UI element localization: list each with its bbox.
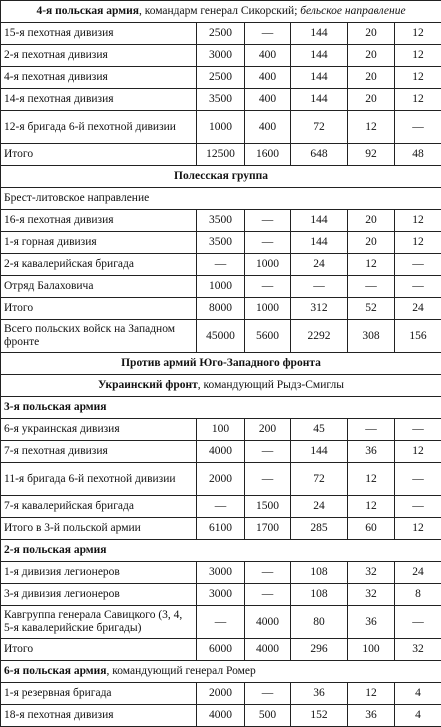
unit-name-cell: Итого [1,298,197,320]
unit-name-cell: 7-я пехотная дивизия [1,441,197,463]
forces-table-body [1,1,441,727]
unit-name-cell: Итого [1,144,197,166]
unit-name-cell: Итого [1,639,197,661]
unit-name-cell: 6-я украинская дивизия [1,419,197,441]
value-cell: — [245,463,291,496]
value-cell: 4 [395,683,441,705]
value-cell: — [197,496,245,518]
value-cell: 144 [291,441,348,463]
value-cell: 2000 [197,463,245,496]
table-row [1,562,441,584]
value-cell: 400 [245,89,291,111]
section-header-cell [1,353,441,375]
value-cell: 1500 [245,496,291,518]
value-cell: — [197,254,245,276]
value-cell: — [395,606,441,639]
value-cell: 32 [348,562,395,584]
value-cell: 1700 [245,518,291,540]
value-cell: — [395,496,441,518]
value-cell: 400 [245,67,291,89]
section-title-text: , командарм генерал Сикорский; [139,5,300,17]
value-cell: 3500 [197,232,245,254]
unit-name-cell: 1-я резервная бригада [1,683,197,705]
section-title-text: Брест-литовское направление [4,192,149,204]
value-cell: 1000 [197,276,245,298]
unit-name-cell: 18-я пехотная дивизия [1,705,197,727]
value-cell: 285 [291,518,348,540]
unit-name-cell: Кавгруппа генерала Савицкого (3, 4, 5-я кавалерийские бригады) [1,606,197,639]
table-row [1,496,441,518]
value-cell: 12 [395,232,441,254]
value-cell: 52 [348,298,395,320]
section-title-bold: 4-я польская армия [36,5,139,17]
value-cell: — [245,584,291,606]
value-cell: 400 [245,45,291,67]
unit-name-cell: 4-я пехотная дивизия [1,67,197,89]
value-cell: 12 [348,111,395,144]
section-header-cell [1,1,441,23]
value-cell: 400 [245,111,291,144]
value-cell: 36 [291,683,348,705]
section-header-row [1,375,441,397]
value-cell: 1000 [245,254,291,276]
value-cell: 100 [197,419,245,441]
unit-name-cell: 7-я кавалерийская бригада [1,496,197,518]
value-cell: 24 [395,298,441,320]
value-cell: 1000 [197,111,245,144]
value-cell: 4000 [197,441,245,463]
value-cell: 648 [291,144,348,166]
value-cell: — [348,276,395,298]
table-row [1,210,441,232]
value-cell: 6000 [197,639,245,661]
unit-name-cell: 12-я бригада 6-й пехотной дивизии [1,111,197,144]
unit-name-cell: 3-я дивизия легионеров [1,584,197,606]
value-cell: 144 [291,89,348,111]
value-cell: — [395,419,441,441]
section-header-row [1,166,441,188]
value-cell: 20 [348,232,395,254]
value-cell: 20 [348,210,395,232]
value-cell: 12 [348,496,395,518]
value-cell: 2500 [197,67,245,89]
section-title-bold: Полесская группа [174,170,268,182]
value-cell: — [245,683,291,705]
unit-name-cell: Всего польских войск на Западном фронте [1,320,197,353]
table-row [1,441,441,463]
subsection-header-row [1,188,441,210]
value-cell: 72 [291,463,348,496]
value-cell: 12500 [197,144,245,166]
value-cell: 12 [348,463,395,496]
section-title-bold: Украинский фронт [98,379,198,391]
value-cell: 45 [291,419,348,441]
value-cell: — [245,562,291,584]
value-cell: 3000 [197,45,245,67]
value-cell: 12 [395,23,441,45]
value-cell: 144 [291,210,348,232]
section-direction-italic: бельское направление [300,5,405,17]
unit-name-cell: 14-я пехотная дивизия [1,89,197,111]
table-row [1,584,441,606]
value-cell: 2500 [197,23,245,45]
value-cell: — [245,441,291,463]
table-row [1,463,441,496]
value-cell: 156 [395,320,441,353]
value-cell: 20 [348,23,395,45]
value-cell: 200 [245,419,291,441]
section-title-text: , командующий Рыдз-Смиглы [198,379,344,391]
value-cell: 36 [348,606,395,639]
unit-name-cell: 2-я пехотная дивизия [1,45,197,67]
subsection-header-row [1,661,441,683]
value-cell: 20 [348,89,395,111]
value-cell: 60 [348,518,395,540]
value-cell: 20 [348,67,395,89]
value-cell: 308 [348,320,395,353]
table-row [1,144,441,166]
table-row [1,67,441,89]
section-header-row [1,353,441,375]
value-cell: — [291,276,348,298]
table-row [1,419,441,441]
unit-name-cell: 15-я пехотная дивизия [1,23,197,45]
value-cell: 8 [395,584,441,606]
unit-name-cell: Отряд Балаховича [1,276,197,298]
value-cell: — [348,419,395,441]
value-cell: 108 [291,584,348,606]
value-cell: 12 [348,683,395,705]
section-title-bold: 3-я польская армия [4,401,107,413]
value-cell: — [395,276,441,298]
value-cell: 296 [291,639,348,661]
unit-name-cell: Итого в 3-й польской армии [1,518,197,540]
value-cell: 92 [348,144,395,166]
unit-name-cell: 2-я кавалерийская бригада [1,254,197,276]
value-cell: 3000 [197,562,245,584]
value-cell: 1000 [245,298,291,320]
unit-name-cell: 16-я пехотная дивизия [1,210,197,232]
table-row [1,518,441,540]
table-row [1,606,441,639]
value-cell: 12 [395,67,441,89]
table-row [1,639,441,661]
value-cell: — [395,254,441,276]
section-title-bold: Против армий Юго-Западного фронта [121,357,321,369]
value-cell: 5600 [245,320,291,353]
value-cell: — [245,23,291,45]
unit-name-cell: 1-я горная дивизия [1,232,197,254]
value-cell: 152 [291,705,348,727]
table-row [1,232,441,254]
value-cell: 48 [395,144,441,166]
section-header-cell [1,188,441,210]
value-cell: 12 [395,441,441,463]
value-cell: 1600 [245,144,291,166]
table-row [1,254,441,276]
table-row [1,23,441,45]
value-cell: 144 [291,67,348,89]
value-cell: 3000 [197,584,245,606]
value-cell: — [395,463,441,496]
value-cell: 80 [291,606,348,639]
value-cell: 312 [291,298,348,320]
value-cell: 3500 [197,210,245,232]
value-cell: 36 [348,705,395,727]
section-title-text: , командующий генерал Ромер [107,665,256,677]
value-cell: 2292 [291,320,348,353]
unit-name-cell: 11-я бригада 6-й пехотной дивизии [1,463,197,496]
value-cell: 4000 [245,606,291,639]
value-cell: 12 [395,45,441,67]
value-cell: 500 [245,705,291,727]
table-row [1,298,441,320]
value-cell: — [245,232,291,254]
section-title-bold: 6-я польская армия [4,665,107,677]
value-cell: 12 [395,518,441,540]
table-row [1,111,441,144]
section-header-cell [1,661,441,683]
value-cell: — [395,111,441,144]
value-cell: 36 [348,441,395,463]
value-cell: 8000 [197,298,245,320]
value-cell: 45000 [197,320,245,353]
subsection-header-row [1,397,441,419]
value-cell: 12 [395,89,441,111]
value-cell: 144 [291,23,348,45]
table-row [1,683,441,705]
table-row [1,45,441,67]
value-cell: 4 [395,705,441,727]
value-cell: 32 [395,639,441,661]
table-row [1,276,441,298]
value-cell: — [245,210,291,232]
subsection-header-row [1,540,441,562]
value-cell: 12 [348,254,395,276]
value-cell: — [245,276,291,298]
table-row [1,705,441,727]
value-cell: 24 [395,562,441,584]
section-header-cell [1,375,441,397]
section-header-cell [1,166,441,188]
value-cell: 24 [291,254,348,276]
section-title-bold: 2-я польская армия [4,544,107,556]
section-header-cell [1,397,441,419]
value-cell: 100 [348,639,395,661]
value-cell: 72 [291,111,348,144]
value-cell: 32 [348,584,395,606]
value-cell: 20 [348,45,395,67]
value-cell: 6100 [197,518,245,540]
value-cell: 12 [395,210,441,232]
value-cell: 108 [291,562,348,584]
value-cell: 4000 [197,705,245,727]
value-cell: — [197,606,245,639]
value-cell: 24 [291,496,348,518]
value-cell: 144 [291,45,348,67]
table-row [1,89,441,111]
section-header-row [1,1,441,23]
table-row [1,320,441,353]
unit-name-cell: 1-я дивизия легионеров [1,562,197,584]
value-cell: 3500 [197,89,245,111]
value-cell: 2000 [197,683,245,705]
section-header-cell [1,540,441,562]
value-cell: 144 [291,232,348,254]
value-cell: 4000 [245,639,291,661]
